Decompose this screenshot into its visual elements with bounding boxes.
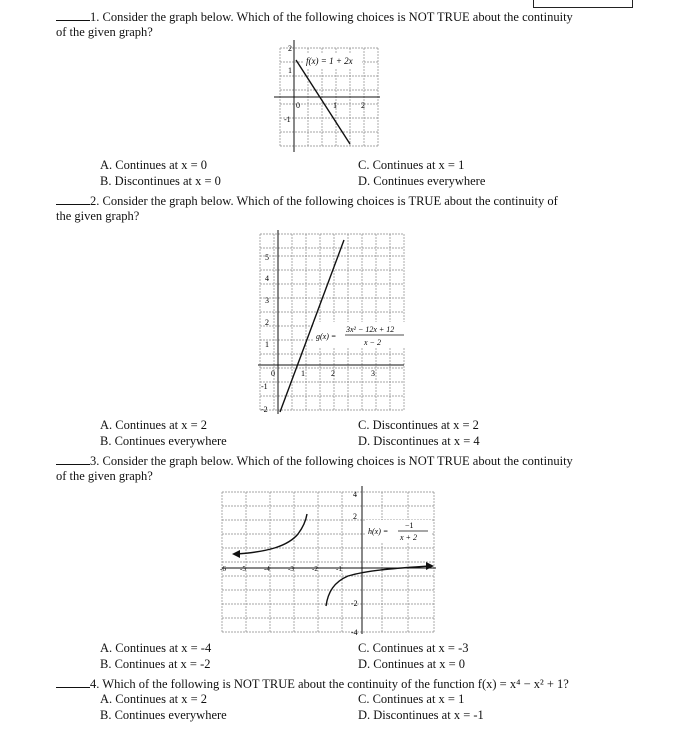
q3-choice-d[interactable]: D. Continues at x = 0 <box>358 657 466 671</box>
q2-function-denominator: x − 2 <box>364 338 381 347</box>
q4-prompt <box>56 677 569 691</box>
q1-text: Consider the graph below. Which of the following choices is NOT TRUE about the continuity <box>102 10 573 24</box>
q3-prompt <box>56 454 573 468</box>
q1-prompt <box>56 10 573 24</box>
q1-ytick-1: 1 <box>288 66 292 75</box>
q2-function-numerator: 3x² − 12x + 12 <box>346 325 395 334</box>
q2-xtick-1: 1 <box>301 369 305 378</box>
q4-text: Which of the following is NOT TRUE about the continuity of the function f(x) = x⁴ − x² + 1? <box>102 677 569 691</box>
q3-xtick-neg1: -1 <box>336 565 342 573</box>
q2-ytick-neg2: -2 <box>261 405 268 414</box>
q3-function-prefix: h(x) = <box>368 527 389 536</box>
q2-graph <box>254 226 408 416</box>
q1-ytick-neg1: -1 <box>284 115 291 124</box>
q1-xtick-1: 1 <box>333 101 337 110</box>
q2-ytick-3: 3 <box>265 296 269 305</box>
q1-origin: 0 <box>296 101 300 110</box>
q2-text-line2: the given graph? <box>56 209 140 223</box>
q1-number: 1. <box>90 10 100 24</box>
q2-text: Consider the graph below. Which of the following choices is TRUE about the continuity of <box>102 194 558 208</box>
q2-ytick-5: 5 <box>265 253 269 262</box>
q2-number: 2. <box>90 194 100 208</box>
q2-ytick-1: 1 <box>265 340 269 349</box>
q3-xtick-neg2: -2 <box>312 565 318 573</box>
q3-ytick-2: 2 <box>353 512 357 521</box>
q3-text-line2: of the given graph? <box>56 469 153 483</box>
q2-choice-a[interactable]: A. Continues at x = 2 <box>100 418 208 432</box>
q4-choice-d[interactable]: D. Discontinues at x = -1 <box>358 708 484 722</box>
q3-xtick-neg6: -6 <box>220 565 226 573</box>
answer-box <box>533 0 633 8</box>
q2-ytick-2: 2 <box>265 318 269 327</box>
q3-grid <box>222 492 434 632</box>
q3-choice-b[interactable]: B. Continues at x = -2 <box>100 657 211 671</box>
q3-answer-blank[interactable] <box>56 454 90 465</box>
q4-choice-b[interactable]: B. Continues everywhere <box>100 708 227 722</box>
q3-number: 3. <box>90 454 100 468</box>
q3-ytick-neg4: -4 <box>351 628 358 636</box>
q3-choice-a[interactable]: A. Continues at x = -4 <box>100 641 212 655</box>
q1-choice-b[interactable]: B. Discontinues at x = 0 <box>100 174 221 188</box>
q1-choice-d[interactable]: D. Continues everywhere <box>358 174 486 188</box>
q1-ytick-2: 2 <box>288 44 292 53</box>
q4-number: 4. <box>90 677 100 691</box>
q3-xtick-neg3: -3 <box>288 565 294 573</box>
q4-choice-a[interactable]: A. Continues at x = 2 <box>100 692 208 706</box>
q1-xtick-2: 2 <box>361 101 365 110</box>
q2-xtick-3: 3 <box>371 369 375 378</box>
q3-choice-c[interactable]: C. Continues at x = -3 <box>358 641 469 655</box>
q1-function-label: f(x) = 1 + 2x <box>306 56 353 66</box>
q4-choice-c[interactable]: C. Continues at x = 1 <box>358 692 465 706</box>
q1-choice-a[interactable]: A. Continues at x = 0 <box>100 158 208 172</box>
q2-function-prefix: g(x) = <box>316 332 337 341</box>
q3-right-arrow <box>426 562 434 570</box>
q3-xtick-neg4: -4 <box>264 565 270 573</box>
q3-graph <box>218 484 440 636</box>
q1-text-line2: of the given graph? <box>56 25 153 39</box>
q3-ytick-neg2: -2 <box>351 599 358 608</box>
q3-ytick-4: 4 <box>353 490 357 499</box>
q1-answer-blank[interactable] <box>56 10 90 21</box>
q2-choice-c[interactable]: C. Discontinues at x = 2 <box>358 418 479 432</box>
q1-choice-c[interactable]: C. Continues at x = 1 <box>358 158 465 172</box>
q2-answer-blank[interactable] <box>56 194 90 205</box>
q4-answer-blank[interactable] <box>56 677 90 688</box>
q2-ytick-4: 4 <box>265 274 269 283</box>
q2-prompt <box>56 194 558 208</box>
q1-function-line <box>296 60 350 144</box>
q3-text: Consider the graph below. Which of the following choices is NOT TRUE about the continuity <box>102 454 573 468</box>
q3-xtick-neg5: -5 <box>240 565 246 573</box>
q2-ytick-neg1: -1 <box>261 382 268 391</box>
q3-function-denominator: x + 2 <box>400 533 417 542</box>
q3-left-arrow <box>232 550 240 558</box>
q3-function-numerator: −1 <box>405 521 414 530</box>
q2-origin: 0 <box>271 369 275 378</box>
q1-graph <box>270 40 382 156</box>
q2-choice-b[interactable]: B. Continues everywhere <box>100 434 227 448</box>
q2-choice-d[interactable]: D. Discontinues at x = 4 <box>358 434 480 448</box>
q2-xtick-2: 2 <box>331 369 335 378</box>
